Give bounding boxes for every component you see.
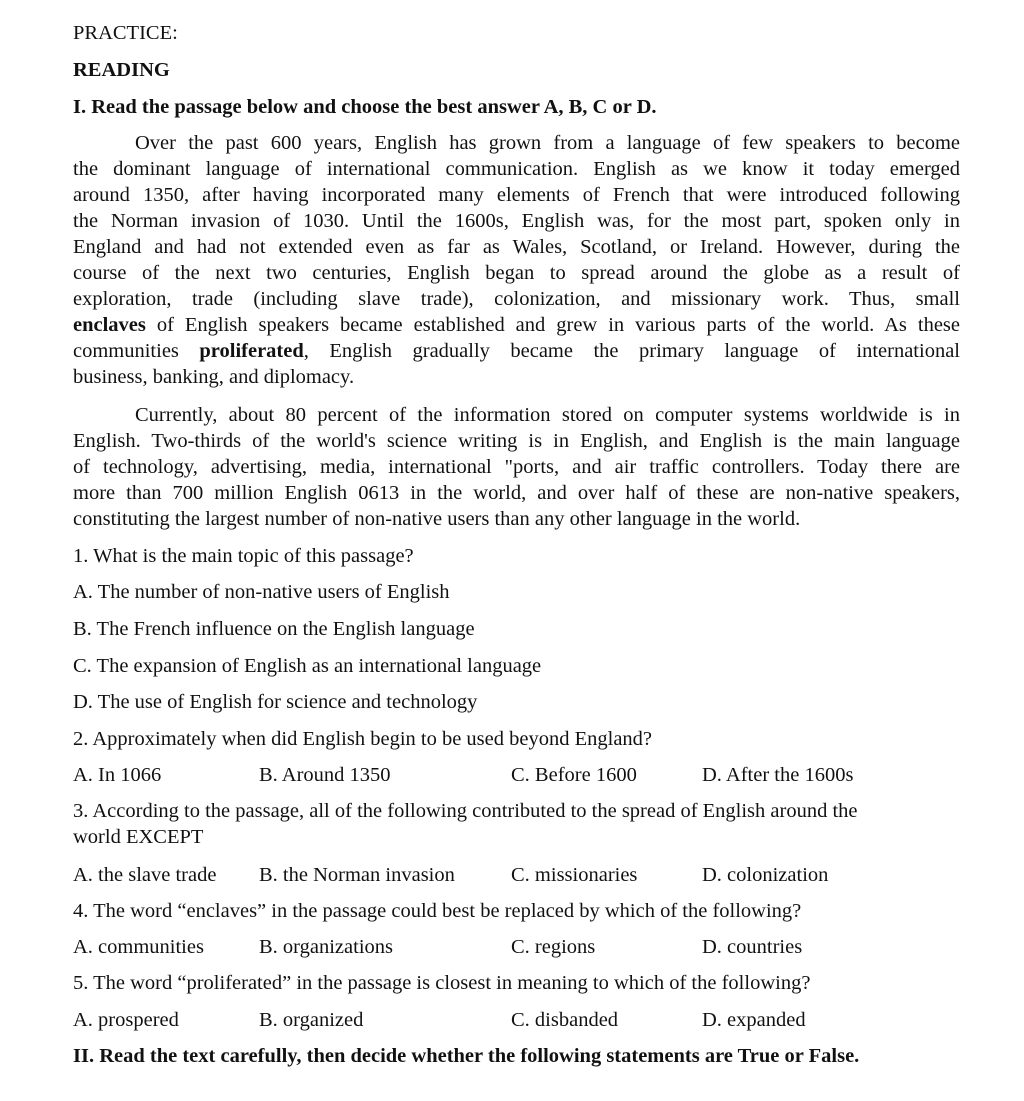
question-2: 2. Approximately when did English begin to be used beyond England? xyxy=(73,728,653,750)
section-1-instruction: I. Read the passage below and choose the best answer A, B, C or D. xyxy=(73,96,657,118)
passage-line: more than 700 million English 0613 in the world, and over half of these are non-native speakers, xyxy=(73,482,960,504)
q5-option-d: D. expanded xyxy=(702,1009,806,1031)
q5-option-b: B. organized xyxy=(259,1009,364,1031)
q1-option-c: C. The expansion of English as an international language xyxy=(73,655,542,677)
q2-option-c: C. Before 1600 xyxy=(511,764,637,786)
q5-option-c: C. disbanded xyxy=(511,1009,619,1031)
q3-option-b: B. the Norman invasion xyxy=(259,864,455,886)
passage-line: the dominant language of international communication. English as we know it today emerged xyxy=(73,158,960,180)
question-1: 1. What is the main topic of this passage? xyxy=(73,545,414,567)
q3-option-d: D. colonization xyxy=(702,864,829,886)
question-3-line-2: world EXCEPT xyxy=(73,826,204,848)
question-4: 4. The word “enclaves” in the passage could best be replaced by which of the following? xyxy=(73,900,802,922)
passage-line: the Norman invasion of 1030. Until the 1600s, English was, for the most part, spoken only in xyxy=(73,210,960,232)
passage-line: enclaves of English speakers became established and grew in various parts of the world. As these xyxy=(73,314,960,336)
q2-option-b: B. Around 1350 xyxy=(259,764,391,786)
q2-option-d: D. After the 1600s xyxy=(702,764,854,786)
passage-line: of technology, advertising, media, international "ports, and air traffic controllers. Today there are xyxy=(73,456,960,478)
section-2-instruction: II. Read the text carefully, then decide whether the following statements are True or False. xyxy=(73,1045,860,1067)
passage-line: communities proliferated, English gradually became the primary language of international xyxy=(73,340,960,362)
term-proliferated: proliferated xyxy=(199,340,304,362)
passage-line: Currently, about 80 percent of the information stored on computer systems worldwide is in xyxy=(135,404,960,426)
practice-heading: PRACTICE: xyxy=(73,22,178,44)
passage-line: England and had not extended even as far as Wales, Scotland, or Ireland. However, during the xyxy=(73,236,960,258)
passage-paragraph-1 xyxy=(73,130,960,390)
passage-line: English. Two-thirds of the world's science writing is in English, and English is the main language xyxy=(73,430,960,452)
q1-option-b: B. The French influence on the English language xyxy=(73,618,475,640)
reading-heading: READING xyxy=(73,59,170,81)
passage-line: exploration, trade (including slave trade), colonization, and missionary work. Thus, small xyxy=(73,288,960,310)
q1-option-d: D. The use of English for science and technology xyxy=(73,691,478,713)
term-enclaves: enclaves xyxy=(73,314,146,336)
q5-option-a: A. prospered xyxy=(73,1009,179,1031)
passage-line: Over the past 600 years, English has grown from a language of few speakers to become xyxy=(135,132,960,154)
q4-option-a: A. communities xyxy=(73,936,204,958)
question-5: 5. The word “proliferated” in the passage is closest in meaning to which of the following? xyxy=(73,972,811,994)
q2-option-a: A. In 1066 xyxy=(73,764,162,786)
passage-line: business, banking, and diplomacy. xyxy=(73,366,355,388)
passage-line: constituting the largest number of non-native users than any other language in the world. xyxy=(73,508,801,530)
q1-option-a: A. The number of non-native users of English xyxy=(73,581,450,603)
passage-paragraph-2 xyxy=(73,402,960,532)
passage-line: around 1350, after having incorporated many elements of French that were introduced following xyxy=(73,184,960,206)
question-3-line-1: 3. According to the passage, all of the following contributed to the spread of English around the xyxy=(73,800,858,822)
q3-option-c: C. missionaries xyxy=(511,864,638,886)
q4-option-d: D. countries xyxy=(702,936,803,958)
q4-option-c: C. regions xyxy=(511,936,596,958)
q4-option-b: B. organizations xyxy=(259,936,393,958)
q3-option-a: A. the slave trade xyxy=(73,864,217,886)
passage-line: course of the next two centuries, English began to spread around the globe as a result of xyxy=(73,262,960,284)
